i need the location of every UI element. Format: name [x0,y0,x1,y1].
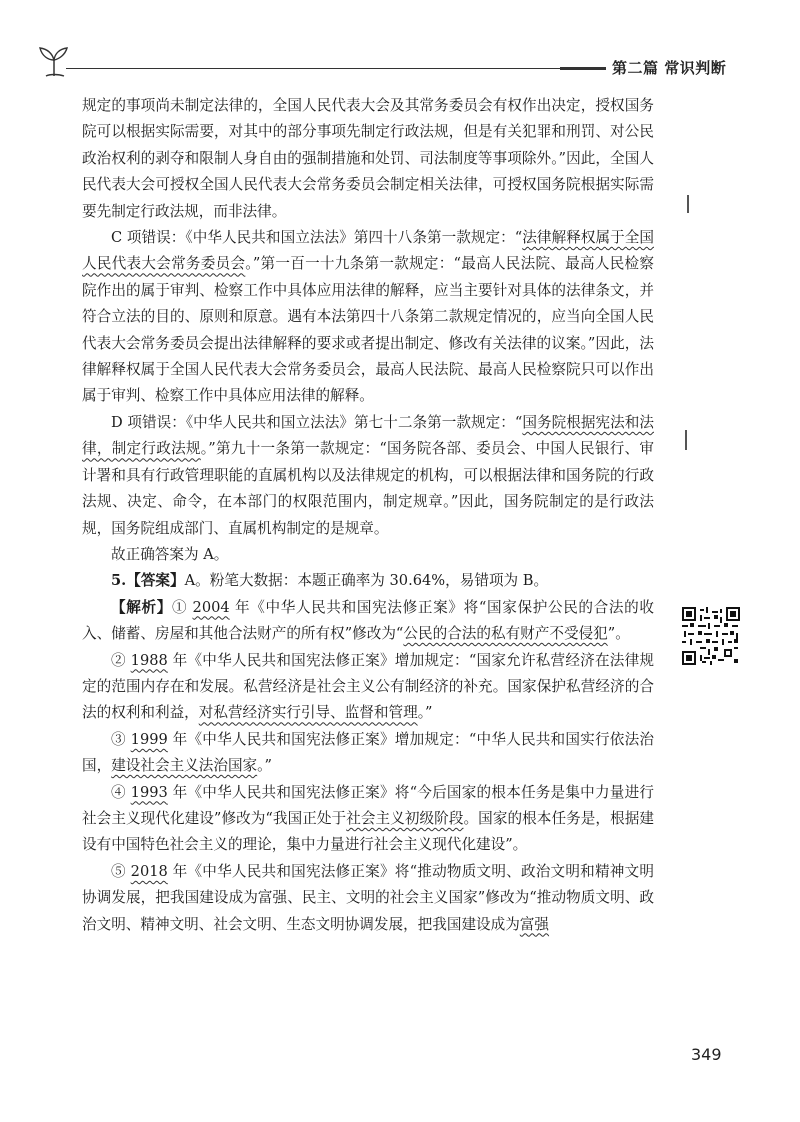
paragraph-analysis-2: ② 1988 年《中华人民共和国宪法修正案》增加规定：“国家允许私营经济在法律规定的范围内存在和发展。私营经济是社会主义公有制经济的补充。国家保护私营经济的合法的权利和利益，对私营经济实行引导、监督和管理。” [82,651,655,722]
emphasis-text: 国务院根据宪法和法律，制定行政法规 [82,413,654,458]
sprout-logo-icon [34,40,74,80]
answer-label: 5.【答案】 [111,572,185,590]
year-text: 1999 [130,730,168,748]
paragraph-analysis-5: ⑤ 2018 年《中华人民共和国宪法修正案》将“推动物质文明、政治文明和精神文明协调发展，把我国建设成为富强、民主、文明的社会主义国家”修改为“推动物质文明、政治文明、精神文明、社会文明、生态文明协调发展，把我国建设成为富强 [82,862,655,933]
header-rule [66,68,606,69]
margin-mark [687,195,689,213]
paragraph-analysis-1: 【解析】① 2004 年《中华人民共和国宪法修正案》将“国家保护公民的合法的收入、储蓄、房屋和其他合法财产的所有权”修改为“公民的合法的私有财产不受侵犯”。 [82,598,655,643]
analysis-label: 【解析】 [111,598,172,616]
paragraph-option-c: C 项错误：《中华人民共和国立法法》第四十八条第一款规定：“法律解释权属于全国人民代表大会常务委员会。”第一百一十九条第一款规定：“最高人民法院、最高人民检察院作出的属于审判、检察工作中具体应用法律的解释，应当主要针对具体的法律条文，并符合立法的目的、原则和原意。遇有本法第四十八条第二款规定情况的，应当向全国人民代表大会常务委员会提出法律解释的要求或者提出制定、修改有关法律的议案。”因此，法律解释权属于全国人民代表大会常务委员会，最高人民法院、最高人民检察院只可以作出属于审判、检察工作中具体应用法律的解释。 [82,229,654,405]
emphasis-text: 建设社会主义法治国家 [111,757,258,775]
emphasis-text: 富强 [519,915,550,933]
year-text: 2018 [130,862,168,880]
year-text: 1993 [130,783,168,801]
header-rule-accent [560,67,606,70]
page-header [0,0,800,90]
paragraph-continuation: 规定的事项尚未制定法律的，全国人民代表大会及其常务委员会有权作出决定，授权国务院可以根据实际需要，对其中的部分事项先制定行政法规，但是有关犯罪和刑罚、对公民政治权利的剥夺和限制人身自由的强制措施和处罚、司法制度等事项除外。”因此，全国人民代表大会可授权全国人民代表大会常务委员会制定相关法律，可授权国务院根据实际需要先制定行政法规，而非法律。 [82,97,654,220]
year-text: 1988 [130,651,168,669]
page-body [82,93,654,938]
paragraph-option-d: D 项错误：《中华人民共和国立法法》第七十二条第一款规定：“国务院根据宪法和法律，制定行政法规。”第九十一条第一款规定：“国务院各部、委员会、中国人民银行、审计署和具有行政管理职能的直属机构以及法律规定的机构，可以根据法律和国务院的行政法规、决定、命令，在本部门的权限范围内，制定规章。”因此，国务院制定的是行政法规，国务院组成部门、直属机构制定的是规章。 [82,413,654,537]
margin-mark [685,430,687,450]
year-text: 2004 [192,598,230,616]
paragraph-question-5-answer: 5.【答案】A。粉笔大数据：本题正确率为 30.64%，易错项为 B。 [111,572,549,590]
emphasis-text: 公民的合法的私有财产不受侵犯 [403,625,608,643]
section-title: 第二篇 常识判断 [612,59,727,77]
paragraph-analysis-4: ④ 1993 年《中华人民共和国宪法修正案》将“今后国家的根本任务是集中力量进行社会主义现代化建设”修改为“我国正处于社会主义初级阶段。国家的根本任务是，根据建设有中国特色社会主义的理论，集中力量进行社会主义现代化建设”。 [82,783,655,854]
emphasis-text: 法律解释权属于全国人民代表大会常务委员会 [82,229,654,273]
page-number: 349 [691,1045,722,1064]
paragraph-answer: 故正确答案为 A。 [111,545,229,563]
emphasis-text: 社会主义初级阶段 [346,809,464,827]
qr-code-icon [682,607,740,665]
paragraph-analysis-3: ③ 1999 年《中华人民共和国宪法修正案》增加规定：“中华人民共和国实行依法治国，建设社会主义法治国家。” [82,730,655,775]
emphasis-text: 对私营经济实行引导、监督和管理 [198,704,418,722]
